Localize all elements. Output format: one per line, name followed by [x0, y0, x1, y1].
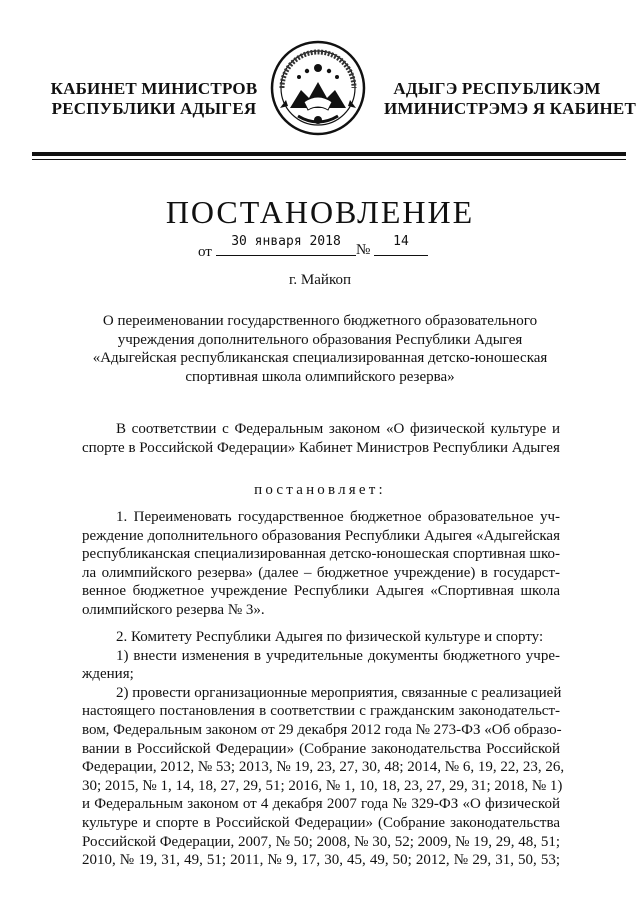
- number-prefix: №: [356, 242, 371, 258]
- text-line: вом, Федеральным законом от 29 декабря 2012 года № 273-ФЗ «Об образо-: [82, 721, 562, 738]
- subject-line: «Адыгейская республиканская специализированная детско-юношеская: [92, 350, 548, 366]
- date-prefix: от: [198, 244, 212, 260]
- text-line: республиканская специализированная детско-юношеская спортивная шко-: [82, 546, 560, 563]
- header-right-line2: ИМИНИСТРЭМЭ Я КАБИНЕТ: [384, 99, 636, 118]
- number-underline: [374, 255, 428, 256]
- text-line: Федерации, 2012, № 53; 2013, № 19, 23, 27, 30, 48; 2014, № 6, 19, 22, 23, 26,: [82, 759, 565, 776]
- text-line: олимпийского резерва № 3».: [82, 601, 265, 618]
- header-divider-thin: [32, 159, 626, 160]
- header-divider-thick: [32, 152, 626, 156]
- text-line: 2) провести организационные мероприятия, связанные с реализацией: [116, 684, 562, 701]
- document-number: 14: [393, 234, 409, 249]
- item-2-paragraph: [82, 628, 565, 870]
- header-left-line1: КАБИНЕТ МИНИСТРОВ: [50, 79, 258, 98]
- document-date: 30 января 2018: [231, 234, 341, 249]
- text-line: 1. Переименовать государственное бюджетное образовательное уч-: [116, 509, 560, 525]
- document-subject: [80, 312, 560, 386]
- text-line: 30; 2015, № 1, 14, 18, 27, 29, 51; 2016, № 1, 10, 18, 23, 27, 29, 31; 2018, № 1): [82, 777, 563, 794]
- text-line: 2. Комитету Республики Адыгея по физической культуре и спорту:: [116, 629, 544, 645]
- subject-line: учреждения дополнительного образования Республики Адыгея: [117, 331, 523, 348]
- text-line: 2010, № 19, 31, 49, 51; 2011, № 9, 17, 30, 45, 49, 50; 2012, № 29, 31, 50, 53;: [82, 852, 560, 869]
- text-line: 1) внести изменения в учредительные документы бюджетного учре-: [116, 647, 560, 664]
- text-line: и Федеральным законом от 4 декабря 2007 года № 329-ФЗ «О физической: [82, 796, 560, 813]
- subject-line: О переименовании государственного бюджетного образовательного: [102, 313, 538, 329]
- header-right-line1: АДЫГЭ РЕСПУБЛИКЭМ: [393, 79, 601, 98]
- item-1-paragraph: [82, 508, 560, 620]
- text-line: ждения;: [82, 666, 134, 683]
- text-line: культуре и спорте в Российской Федерации» (Собрание законодательства: [82, 814, 560, 831]
- date-number-row: [198, 232, 458, 262]
- text-line: настоящего постановления в соответствии с гражданским законодательст-: [82, 703, 560, 720]
- text-line: спорте в Российской Федерации» Кабинет Министров Республики Адыгея: [82, 439, 560, 456]
- header-left-line2: РЕСПУБЛИКИ АДЫГЕЯ: [51, 99, 257, 118]
- text-line: вании в Российской Федерации» (Собрание законодательства Российской: [82, 740, 560, 757]
- subject-line: спортивная школа олимпийского резерва»: [185, 368, 455, 385]
- date-underline: [216, 255, 356, 256]
- text-line: ла олимпийского резерва» (далее – бюджетное учреждение) в государст-: [82, 564, 560, 581]
- text-line: В соответствии с Федеральным законом «О физической культуре и: [116, 421, 560, 437]
- text-line: реждение дополнительного образования Республики Адыгея «Адыгейская: [82, 527, 560, 544]
- intro-paragraph: [82, 420, 560, 457]
- header-left: [44, 79, 264, 119]
- document-title: ПОСТАНОВЛЕНИЕ: [165, 194, 475, 230]
- decree-word: постановляет:: [254, 482, 386, 498]
- text-line: венное бюджетное учреждение Республики Адыгея «Спортивная школа: [82, 583, 560, 600]
- city: г. Майкоп: [288, 272, 352, 288]
- text-line: Российской Федерации, 2007, № 50; 2008, № 30, 52; 2009, № 19, 29, 48, 51;: [82, 833, 560, 850]
- coat-of-arms-icon: [268, 38, 368, 138]
- header-right: [384, 79, 636, 119]
